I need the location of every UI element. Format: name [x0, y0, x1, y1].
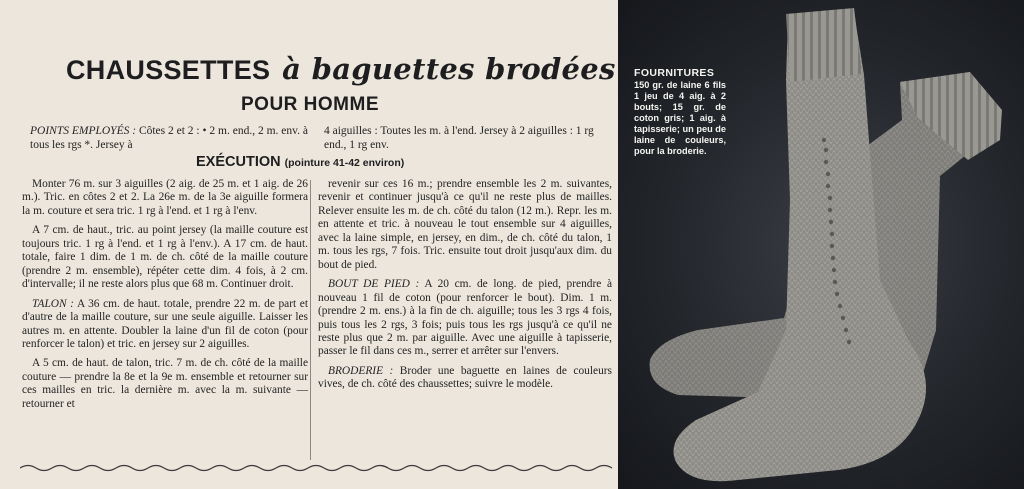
execution-title: EXÉCUTION: [196, 154, 281, 170]
paragraph: revenir sur ces 16 m.; prendre ensemble les 2 m. suivantes, revenir et continuer jusqu'à ce qu'il ne reste plus de mailles. Relever ensuite les m. de ch. côté du talon (12 m.). Repr. les m. en attente et tric. à nouveau le tout ensemble sur 4 aiguilles, avec la laine simple, en jersey, en dim., de ch. côté du talon, 1 m. tous les rgs, 7 fois. Tric. ensuite tout droit jusqu'aux dim. du bout de pied.: [318, 178, 612, 271]
talon-paragraph: [22, 298, 308, 352]
fournitures-box: [634, 68, 726, 157]
title-script: à baguettes brodées: [282, 52, 616, 86]
page-title: [66, 52, 616, 86]
instructions-right-column: [318, 178, 612, 398]
wavy-rule: [20, 462, 616, 474]
paragraph: Monter 76 m. sur 3 aiguilles (2 aig. de 25 m. et 1 aig. de 26 m.). Tric. en côtes 2 et 2. La 26e m. de la 3e aiguille formera la m. couture et sera tric. 1 rg à l'end. et 1 rg à l'env.: [22, 178, 308, 217]
execution-subtitle: (pointure 41-42 environ): [284, 157, 405, 169]
paragraph: A 5 cm. de haut. de talon, tric. 7 m. de ch. côté de la maille couture — prendre la 8e et la 9e m. ensemble et retourner sur ces mailles en tric. la dernière m. avec la m. suivante — retourner et: [22, 357, 308, 410]
column-divider: [310, 180, 311, 460]
points-left-text: Côtes 2 et 2 : • 2 m. end., 2 m. env. à tous les rgs *. Jersey à: [30, 125, 308, 151]
talon-label: TALON :: [32, 297, 74, 310]
points-label: POINTS EMPLOYÉS :: [30, 125, 137, 137]
fournitures-title: FOURNITURES: [634, 67, 715, 79]
bout-de-pied-label: BOUT DE PIED :: [328, 278, 420, 291]
front-sock-cuff: [786, 8, 862, 82]
points-employes-right: [324, 124, 616, 152]
broderie-paragraph: [318, 365, 612, 392]
page-subtitle: POUR HOMME: [241, 94, 379, 115]
socks-photo: [618, 0, 1024, 489]
broderie-text: Broder une baguette en laines de couleurs vives, de ch. côté des chaussettes; suivre le modèle.: [318, 364, 612, 391]
talon-text: A 36 cm. de haut. totale, prendre 22 m. de part et d'autre de la maille couture, sur une seule aiguille. Laisser les autres m. en attente. Doubler la laine d'un fil de coton (pour renforcer le talon) et tric. en jersey sur 2 aiguilles.: [22, 297, 308, 350]
title-main: CHAUSSETTES: [66, 55, 271, 85]
broderie-label: BRODERIE :: [328, 364, 394, 377]
paragraph: A 7 cm. de haut., tric. au point jersey (la maille couture est toujours tric. 1 rg à l'end. et 1 rg à l'env.). A 17 cm. de haut. totale, faire 1 dim. de 1 m. de ch. côté de la maille couture (prendre 2 m. ensemble), répéter cette dim. 4 fois, à 2 cm. d'intervalle; il ne reste alors plus que 68 m. Continuer droit.: [22, 224, 308, 291]
execution-heading: [196, 154, 404, 170]
bout-de-pied-text: A 20 cm. de long. de pied, prendre à nouveau 1 fil de coton (pour renforcer le bout). Dim. 1 m. (prendre 2 m. ens.) à la fin de ch. aiguille; tous les 3 rgs 4 fois, puis tous les 2 rgs, 3 fois; puis tous les rgs jusqu'à ce qu'il ne reste plus que 2 m. par aiguille. Avec une aiguille à tapisserie, passer le fil dans ces m., serrer et arrêter sur l'envers.: [318, 278, 613, 358]
fournitures-body: 150 gr. de laine 6 fils 1 jeu de 4 aig. à 2 bouts; 15 gr. de coton gris; 1 aig. à tapisserie; un peu de laine de couleurs, pour la broderie.: [634, 80, 726, 156]
points-employes-left: [30, 124, 310, 152]
points-right-text: 4 aiguilles : Toutes les m. à l'end. Jersey à 2 aiguilles : 1 rg end., 1 rg env.: [324, 125, 594, 151]
bout-de-pied-paragraph: [318, 278, 612, 359]
instructions-left-column: [22, 178, 308, 417]
